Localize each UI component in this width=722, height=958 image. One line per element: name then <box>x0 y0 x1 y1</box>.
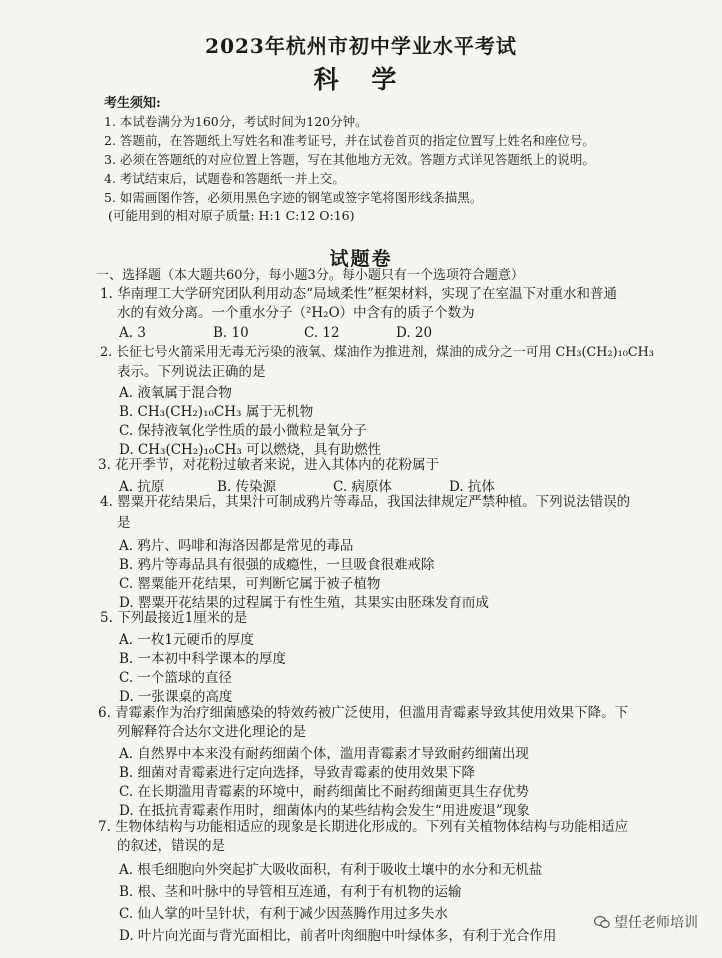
question-stem: 表示。下列说法正确的是 <box>117 364 266 380</box>
question-stem: 2. 长征七号火箭采用无毒无污染的液氧、煤油作为推进剂，煤油的成分之一可用 CH₃(CH₂)₁₀CH₃ <box>100 345 654 360</box>
question-stem: 列解释符合达尔文进化理论的是 <box>117 724 306 740</box>
question-stem: 1. 华南理工大学研究团队利用动态“局域柔性”框架材料，实现了在室温下对重水和普通 <box>100 286 617 302</box>
option: C. 12 <box>304 325 340 341</box>
option: A. 液氧属于混合物 <box>119 385 232 401</box>
exam-title: 2023年杭州市初中学业水平考试 <box>205 34 517 58</box>
watermark-text: 望任老师培训 <box>614 915 698 931</box>
option: B. 10 <box>213 325 249 341</box>
question-stem: 的叙述，错误的是 <box>117 838 225 854</box>
subject-title: 科 学 <box>313 65 409 94</box>
question-stem: 6. 青霉素作为治疗细菌感染的特效药被广泛使用，但滥用青霉素导致其使用效果下降。下 <box>98 705 629 721</box>
option: D. CH₃(CH₂)₁₀CH₃ 可以燃烧，具有助燃性 <box>119 442 382 458</box>
option: C. 在长期滥用青霉素的环境中，耐药细菌比不耐药细菌更具生存优势 <box>119 784 529 800</box>
option: B. 根、茎和叶脉中的导管相互连通，有利于有机物的运输 <box>119 884 462 900</box>
section-title: 试题卷 <box>329 248 393 270</box>
option: D. 20 <box>396 325 433 341</box>
notice-item: 3. 必须在答题纸的对应位置上答题，写在其他地方无效。答题方式详见答题纸上的说明。 <box>104 152 595 167</box>
option: C. 仙人掌的叶呈针状，有利于减少因蒸腾作用过多失水 <box>119 906 448 922</box>
option: A. 一枚1元硬币的厚度 <box>119 632 254 648</box>
option: B. 细菌对青霉素进行定向选择，导致青霉素的使用效果下降 <box>119 765 476 781</box>
option: A. 鸦片、吗啡和海洛因都是常见的毒品 <box>119 538 354 554</box>
option: C. 一个篮球的直径 <box>119 670 232 686</box>
option: A. 自然界中本来没有耐药细菌个体，滥用青霉素才导致耐药细菌出现 <box>119 746 529 762</box>
option: C. 保持液氧化学性质的最小微粒是氧分子 <box>119 423 367 439</box>
option: D. 一张课桌的高度 <box>119 689 233 705</box>
option: A. 根毛细胞向外突起扩大吸收面积，有利于吸收土壤中的水分和无机盐 <box>119 862 543 878</box>
notice-heading: 考生须知: <box>104 96 161 111</box>
question-stem: 7. 生物体结构与功能相适应的现象是长期进化形成的。下列有关植物体结构与功能相适应 <box>98 819 629 835</box>
option: B. 传染源 <box>217 479 277 495</box>
question-stem: 5. 下列最接近1厘米的是 <box>100 610 248 626</box>
option: C. 罂粟能开花结果，可判断它属于被子植物 <box>119 576 381 592</box>
option: D. 叶片向光面与背光面相比，前者叶肉细胞中叶绿体多，有利于光合作用 <box>119 928 557 944</box>
question-stem: 4. 罂粟开花结果后，其果汁可制成鸦片等毒品，我国法律规定严禁种植。下列说法错误的 <box>100 494 631 510</box>
question-stem: 水的有效分离。一个重水分子（²H₂O）中含有的质子个数为 <box>117 305 475 321</box>
question-stem: 是 <box>117 515 131 531</box>
watermark <box>594 912 698 932</box>
notice-item: 5. 如需画图作答，必须用黑色字迹的钢笔或签字笔将图形线条描黑。 <box>104 190 483 205</box>
wechat-icon <box>594 915 610 929</box>
notice-item: 4. 考试结束后，试题卷和答题纸一并上交。 <box>104 171 345 186</box>
option: B. 一本初中科学课本的厚度 <box>119 651 287 667</box>
notice-item: 1. 本试卷满分为160分，考试时间为120分钟。 <box>104 114 368 129</box>
option: C. 病原体 <box>333 479 392 495</box>
atomic-mass-note: (可能用到的相对原子质量: H:1 C:12 O:16) <box>108 208 355 223</box>
question-stem: 3. 花开季节，对花粉过敏者来说，进入其体内的花粉属于 <box>98 457 440 473</box>
notice-item: 2. 答题前，在答题纸上写姓名和准考证号，并在试卷首页的指定位置写上姓名和座位号。 <box>104 133 595 148</box>
option: B. CH₃(CH₂)₁₀CH₃ 属于无机物 <box>119 404 314 420</box>
option: D. 在抵抗青霉素作用时，细菌体内的某些结构会发生“用进废退”现象 <box>119 803 530 819</box>
option: D. 罂粟开花结果的过程属于有性生殖，其果实由胚珠发育而成 <box>119 595 489 611</box>
part-heading: 一、选择题（本大题共60分，每小题3分。每小题只有一个选项符合题意） <box>96 268 524 283</box>
option: A. 抗原 <box>119 479 165 495</box>
option: A. 3 <box>119 325 146 341</box>
option: B. 鸦片等毒品具有很强的成瘾性，一旦吸食很难戒除 <box>119 557 435 573</box>
option: D. 抗体 <box>449 479 495 495</box>
